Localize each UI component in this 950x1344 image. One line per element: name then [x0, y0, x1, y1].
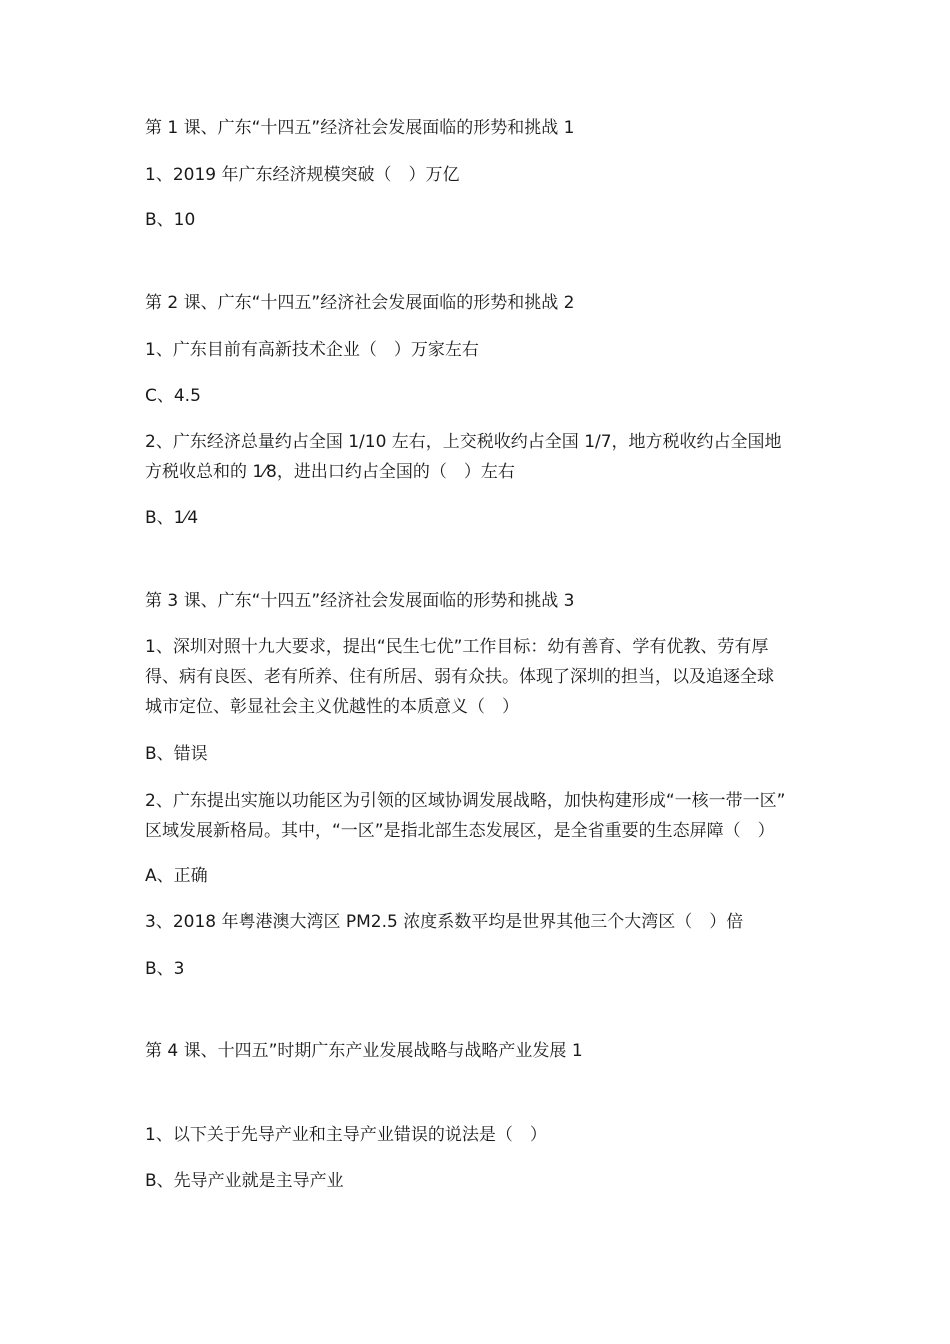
lesson-4-answer-1: B、先导产业就是主导产业	[145, 1171, 344, 1191]
lesson-1-title: 第 1 课、广东“十四五”经济社会发展面临的形势和挑战 1	[145, 118, 575, 138]
lesson-3-answer-1: B、错误	[145, 744, 208, 764]
lesson-3-answer-2: A、正确	[145, 866, 208, 886]
lesson-2-answer-2: B、1⁄4	[145, 508, 199, 528]
lesson-3-answer-3: B、3	[145, 959, 185, 979]
lesson-3-question-3: 3、2018 年粤港澳大湾区 PM2.5 浓度系数平均是世界其他三个大湾区（ ）倍	[145, 912, 744, 932]
lesson-3-question-2-line-2: 区域发展新格局。其中，“一区”是指北部生态发展区，是全省重要的生态屏障（ ）	[145, 821, 775, 841]
lesson-2-title: 第 2 课、广东“十四五”经济社会发展面临的形势和挑战 2	[145, 293, 575, 313]
lesson-2-question-1: 1、广东目前有高新技术企业（ ）万家左右	[145, 340, 479, 360]
lesson-2-question-2-line-2: 方税收总和的 1⁄8，进出口约占全国的（ ）左右	[145, 462, 515, 482]
lesson-1-question-1: 1、2019 年广东经济规模突破（ ）万亿	[145, 165, 460, 185]
lesson-4-question-1: 1、以下关于先导产业和主导产业错误的说法是（ ）	[145, 1125, 547, 1145]
lesson-2-question-2-line-1: 2、广东经济总量约占全国 1/10 左右，上交税收约占全国 1/7，地方税收约占全国地	[145, 432, 782, 452]
lesson-3-question-1-line-1: 1、深圳对照十九大要求，提出“民生七优”工作目标：幼有善育、学有优教、劳有厚	[145, 637, 769, 657]
lesson-4-title: 第 4 课、十四五”时期广东产业发展战略与战略产业发展 1	[145, 1041, 583, 1061]
lesson-3-title: 第 3 课、广东“十四五”经济社会发展面临的形势和挑战 3	[145, 591, 575, 611]
lesson-1-answer-1: B、10	[145, 210, 196, 230]
lesson-3-question-2-line-1: 2、广东提出实施以功能区为引领的区域协调发展战略，加快构建形成“一核一带一区”	[145, 791, 786, 811]
lesson-2-answer-1: C、4.5	[145, 386, 201, 406]
lesson-3-question-1-line-3: 城市定位、彰显社会主义优越性的本质意义（ ）	[145, 697, 519, 717]
lesson-3-question-1-line-2: 得、病有良医、老有所养、住有所居、弱有众扶。体现了深圳的担当，以及追逐全球	[145, 667, 774, 687]
